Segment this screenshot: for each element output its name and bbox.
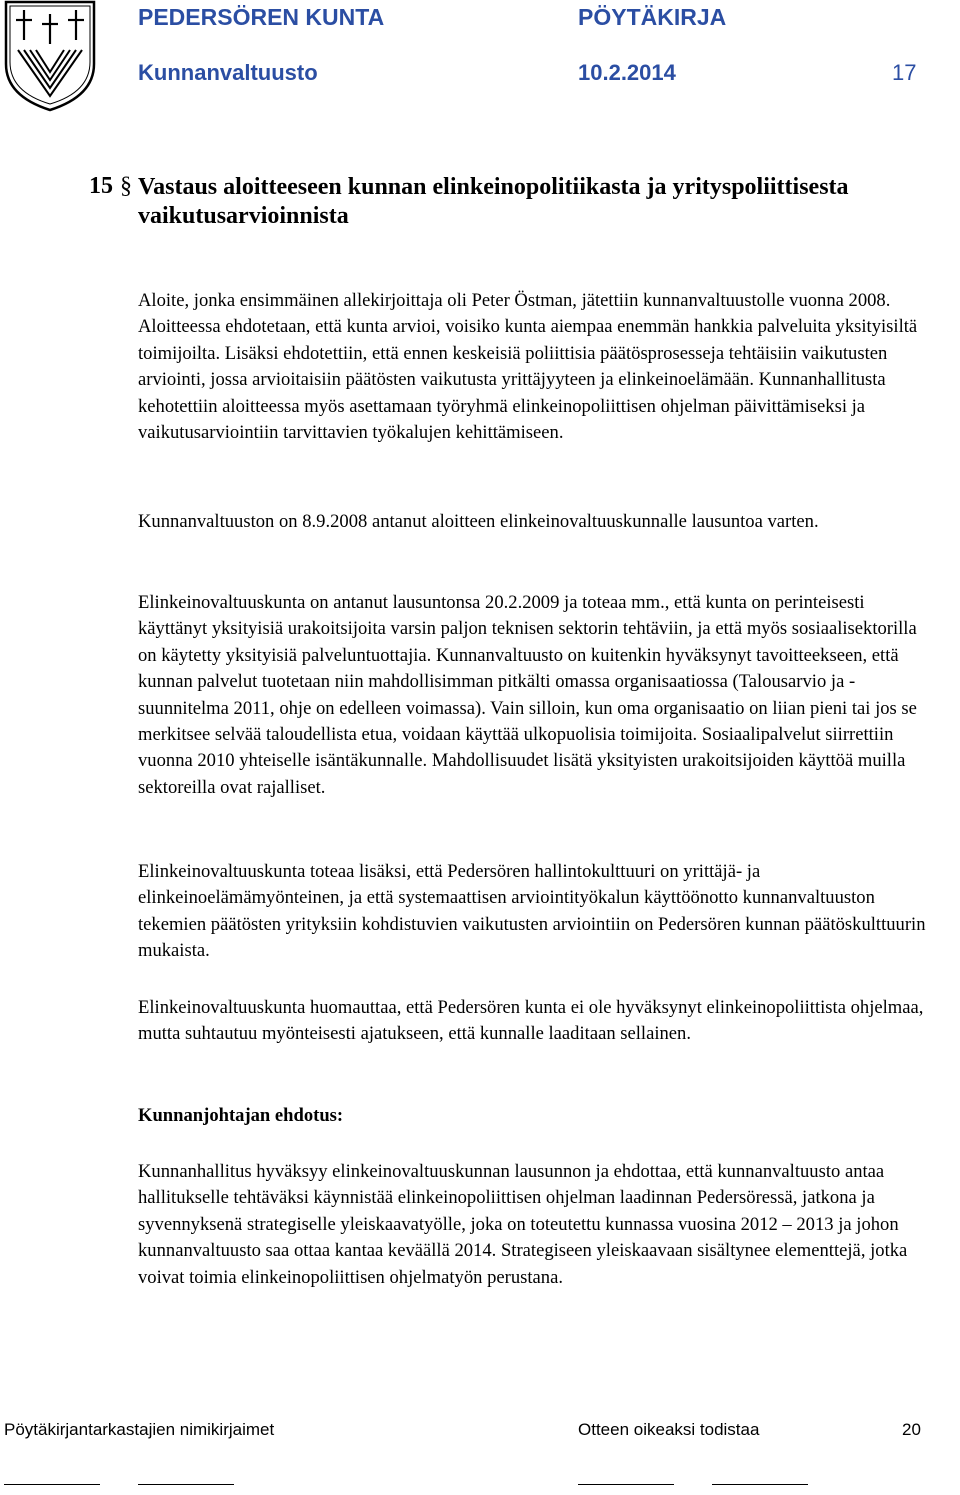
document-type: PÖYTÄKIRJA (578, 4, 727, 30)
signature-line (578, 1484, 674, 1485)
municipality-name: PEDERSÖREN KUNTA (138, 4, 385, 30)
section-title: Vastaus aloitteeseen kunnan elinkeinopolitiikasta ja yrityspoliittisesta vaikutusarvioinnista (138, 174, 849, 229)
paragraph-proposal: Kunnanhallitus hyväksyy elinkeinovaltuuskunnan lausunnon ja ehdottaa, että kunnanvaltuusto antaa hallitukselle tehtäväksi käynnistää elinkeinopoliittisen ohjelman laadinnan Pedersöressä, jatkona ja syvennyksenä strategiselle yleiskaavatyölle, joka on toteutettu kunnassa vuosina 2012 – 2013 ja johon kunnanvaltuusto saa ottaa kantaa keväällä 2014. Strategiseen yleiskaavaan sisältynee elementtejä, jotka voivat toimia elinkeinopoliittisen ohjelmatyön perustana. (138, 1161, 908, 1288)
paragraph-statement: Elinkeinovaltuuskunta on antanut lausuntonsa 20.2.2009 ja toteaa mm., että kunta on perinteisesti käyttänyt yksityisiä urakoitsijoita varsin paljon teknisen sektorin tehtäviin, ja että myös sosiaalisektorilla on käytetty yksityisiä palveluntuottajia. Kunnanvaltuusto on kuitenkin hyväksynyt tavoitteekseen, että kunnan palvelut tuotetaan niin mahdollisimman pitkälti omassa organisaatiossa (Talousarvio ja -suunnitelma 2011, ohje on edelleen voimassa). Vain silloin, kun oma organisaatio on liian pieni tai jos se merkitsee selvää taloudellista etua, voidaan käyttää ulkopuolisia toimijoita. Sosiaalipalvelut siirrettiin vuonna 2010 yhteiselle isäntäkunnalle. Mahdollisuudet lisätä yksityisten urakoitsijoiden käyttöä muilla sektoreilla ovat rajalliset. (138, 592, 917, 798)
proposal-heading: Kunnanjohtajan ehdotus: (138, 1105, 344, 1126)
meeting-date: 10.2.2014 (578, 60, 676, 85)
signature-line (4, 1484, 100, 1485)
signature-line (138, 1484, 234, 1485)
paragraph-statement-additional: Elinkeinovaltuuskunta toteaa lisäksi, että Pedersören hallintokulttuuri on yrittäjä- ja elinkeinoelämämyönteinen, ja että systemaattisen arviointityökalun käyttöönotto kunnanvaltuuston tekemien päätösten yrityksiin kohdistuvien vaikutusten arviointiin on Pedersören kunnan päätöskulttuurin mukaista. (138, 861, 926, 962)
footer-certification-label: Otteen oikeaksi todistaa (578, 1420, 760, 1439)
footer-initials-label: Pöytäkirjantarkastajien nimikirjaimet (4, 1420, 275, 1439)
signature-line (712, 1484, 808, 1485)
section-number: 15 (89, 173, 113, 199)
paragraph-initiative: Aloite, jonka ensimmäinen allekirjoittaja oli Peter Östman, jätettiin kunnanvaltuustolle vuonna 2008. Aloitteessa ehdotetaan, että kunta arvioi, voisiko kunta aiempaa enemmän hankkia palveluita yksityisiltä toimijoilta. Lisäksi ehdotettiin, että ennen keskeisiä poliittisia päätösprosesseja tehtäisiin vaikutusten arviointi, jossa arvioitaisiin päätösten vaikutusta yrittäjyyteen ja elinkeinoelämään. Kunnanhallitusta kehotettiin aloitteessa myös asettamaan työryhmä elinkeinopoliittisen ohjelman päivittämiseksi ja vaikutusarviointiin tarvittavien työkalujen kehittämiseen. (138, 290, 918, 444)
coat-of-arms-icon (2, 0, 98, 112)
paragraph-statement-remark: Elinkeinovaltuuskunta huomauttaa, että Pedersören kunta ei ole hyväksynyt elinkeinopoliittista ohjelmaa, mutta suhtautuu myönteisesti ajatukseen, että kunnalle laaditaan sellainen. (138, 997, 924, 1045)
governing-body: Kunnanvaltuusto (138, 60, 318, 85)
paragraph-council-referral: Kunnanvaltuuston on 8.9.2008 antanut aloitteen elinkeinovaltuuskunnalle lausuntoa varten. (138, 511, 819, 532)
section-mark: § (120, 173, 132, 199)
footer-page-number: 20 (902, 1420, 921, 1439)
header-page-number: 17 (892, 60, 917, 85)
